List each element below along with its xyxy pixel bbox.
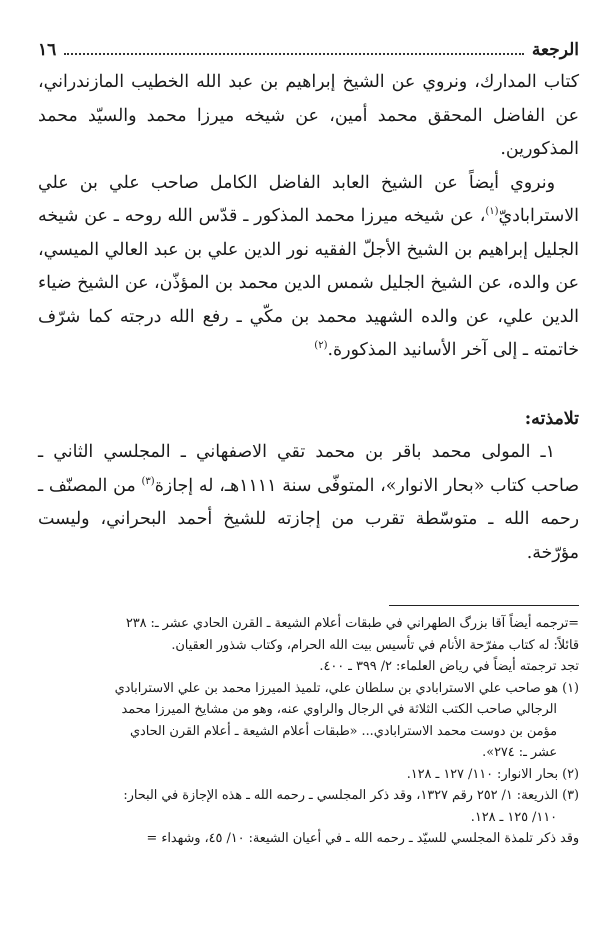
text-line: ١ـ المولى محمد باقر بن محمد تقي الاصفهاني ـ المجلسي الثاني ـ — [38, 442, 555, 462]
page-number: ١٦ — [38, 40, 57, 60]
text-line: الاستراباديّ — [498, 206, 580, 226]
footnote-ref-1[interactable]: (١) — [485, 206, 499, 218]
footnote-line: الرجالي صاحب الكتب الثلاثة في الرجال والراوي عنه، وهو من مشايخ الميرزا محمد — [121, 702, 557, 717]
text-line: ونروي أيضاً عن الشيخ العابد الفاضل الكامل صاحب علي بن علي — [38, 172, 555, 193]
footnote-line: (٢) بحار الانوار: ١١٠/ ١٢٧ ـ ١٢٨. — [406, 766, 579, 782]
footnotes — [38, 613, 579, 850]
footnote-line: (١) هو صاحب علي الاسترابادي بن سلطان علي، تلميذ الميرزا محمد بن علي الاسترابادي — [114, 680, 579, 696]
paragraph-2 — [38, 167, 579, 368]
footnote-line: تجد ترجمته أيضاً في رياض العلماء: ٢/ ٣٩٩ ـ ٤٠٠. — [319, 659, 579, 674]
section-gap — [38, 368, 579, 403]
footnote-line: قائلاً: له كتاب مفرّحة الأنام في تأسيس بيت الله الحرام، وكتاب شذور العقيان. — [171, 637, 579, 653]
text-line: صاحب كتاب «بحار الانوار»، المتوفّى سنة ١١١١هـ، له إجازة — [154, 475, 580, 496]
paragraph-1 — [38, 66, 579, 167]
footnote-line: =ترجمه أيضاً آقا بزرگ الطهراني في طبقات أعلام الشيعة ـ القرن الحادي عشر ـ: ٢٣٨ — [125, 616, 579, 631]
footnote-2 — [38, 764, 579, 786]
text-line: المصنّف ـ رحمه الله ـ متوسّطة تقرب من إجازته للشيخ أحمد البحراني، — [38, 475, 579, 529]
footnote-line: ١١٠/ ١٢٥ ـ ١٢٨. — [470, 809, 557, 825]
text-line: شيخه الجليل إبراهيم بن الشيخ الأجلّ الفقيه نور الدين علي بن عبد العالي — [38, 206, 579, 260]
footnote-separator — [389, 605, 579, 606]
header-dotted-leader — [64, 53, 524, 55]
footnote-final-line — [38, 828, 579, 850]
text-line: ، عن شيخه ميرزا محمد المذكور ـ قدّس الله روحه ـ عن — [84, 206, 486, 226]
text-line: كتاب المدارك، ونروي عن الشيخ إبراهيم بن عبد الله الخطيب المازندراني، — [38, 72, 579, 92]
footnote-line: (٣) الذريعة: ١/ ٢٥٢ رقم ١٣٢٧، وقد ذكر المجلسي ـ رحمه الله ـ هذه الإجازة في البحار: — [123, 788, 579, 803]
footnote-line: عشر ـ: ٢٧٤». — [482, 745, 557, 760]
main-text — [38, 66, 579, 570]
footnote-line: وقد ذكر تلمذة المجلسي للسيّد ـ رحمه الله ـ في أعيان الشيعة: ١٠/ ٤٥، وشهداء = — [146, 831, 579, 846]
footnote-3 — [38, 785, 579, 828]
text-line: من — [113, 475, 142, 496]
footnote-ref-2[interactable]: (٢) — [314, 340, 328, 352]
text-line: الشيخ ضياء الدين علي، عن والده الشهيد محمد بن مكّي ـ رفع الله درجته — [38, 273, 580, 327]
footnote-line: مؤمن بن دوست محمد الاسترابادي... «طبقات أعلام الشيعة ـ أعلام القرن الحادي — [130, 723, 557, 739]
footnote-1 — [38, 678, 579, 764]
running-title: الرجعة — [531, 40, 579, 60]
students-heading: تلامذته: — [524, 408, 579, 429]
text-line: الميسي، عن والده، عن الشيخ الجليل شمس الدين محمد بن المؤذّن، عن — [38, 239, 579, 293]
text-line: وليست مؤرّخة. — [38, 509, 579, 563]
footnote-ref-3[interactable]: (٣) — [141, 475, 155, 487]
text-line: المذكورين. — [500, 139, 579, 159]
student-item-1 — [38, 436, 579, 570]
text-line: كما شرّف خاتمته ـ إلى آخر الأسانيد المذكورة. — [38, 306, 579, 360]
text-line: عن الفاضل المحقق محمد أمين، عن شيخه ميرزا محمد والسيّد محمد — [38, 105, 579, 126]
footnote-continuation — [38, 613, 579, 678]
page-header — [38, 40, 579, 60]
